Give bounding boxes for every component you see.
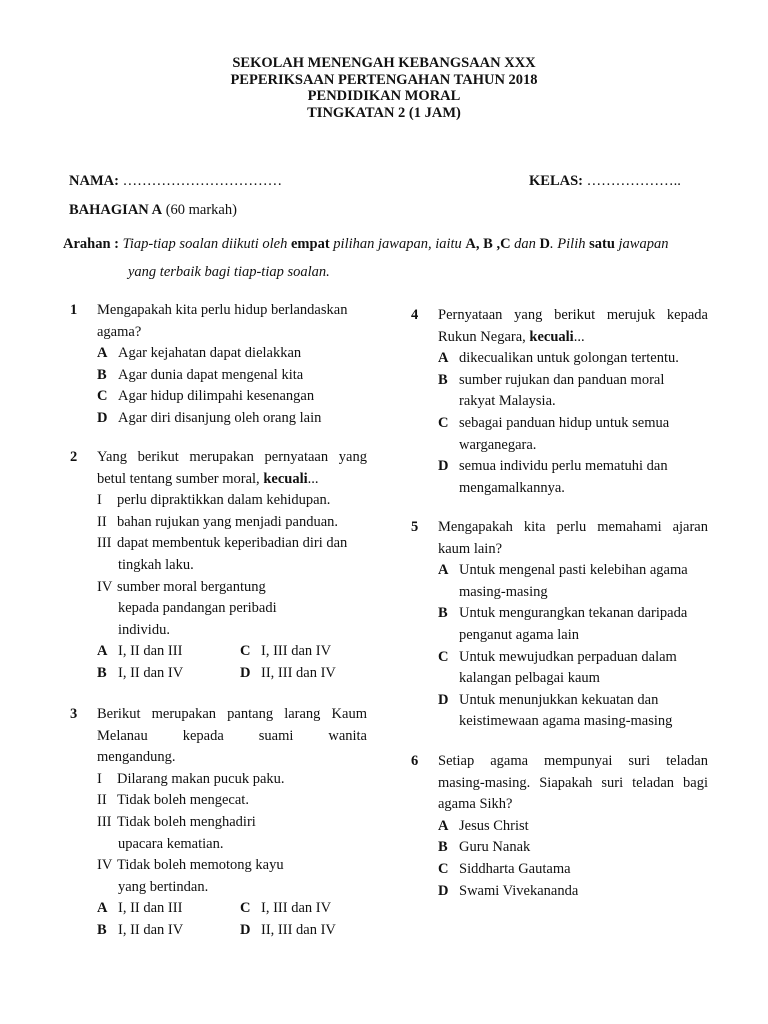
question-number: 5 [411,519,419,535]
statement-iv-cont: kepada pandangan peribadi [118,600,277,617]
school-name: SEKOLAH MENENGAH KEBANGSAAN XXX [232,55,536,71]
nama-blank: …………………………… [122,173,283,189]
subject-name: PENDIDIKAN MORAL [307,88,461,105]
option-c[interactable]: C sebagai panduan hidup untuk semua [438,414,670,431]
option-d[interactable]: D Agar diri disanjung oleh orang lain [97,409,322,426]
option-b[interactable]: B Agar dunia dapat mengenal kita [97,366,304,383]
question-number: 6 [411,753,419,769]
question-number: 3 [70,706,78,722]
question-text: Mengapakah kita perlu memahami ajaran [438,519,708,535]
question-text: kaum lain? [438,540,503,557]
section-title: BAHAGIAN A (60 markah) [69,202,237,218]
option-a[interactable]: A Jesus Christ [438,817,529,834]
option-d[interactable]: D Untuk menunjukkan kekuatan dan [438,691,659,708]
option-d[interactable]: D II, III dan IV [240,664,336,681]
question-text: agama Sikh? [438,796,513,813]
statement-ii: II bahan rujukan yang menjadi panduan. [97,513,339,530]
kelas-label: KELAS: ……………….. [529,173,681,189]
question-text: betul tentang sumber moral, kecuali... [97,470,319,487]
question-text: Setiap agama mempunyai suri teladan [438,753,708,769]
question-text: mengandung. [97,749,176,766]
option-c[interactable]: C Siddharta Gautama [438,860,571,877]
option-a[interactable]: A dikecualikan untuk golongan tertentu. [438,350,679,367]
form-duration: TINGKATAN 2 (1 JAM) [307,104,461,121]
statement-iv-cont: individu. [118,621,170,638]
option-b[interactable]: B sumber rujukan dan panduan moral [438,371,665,388]
instructions: Arahan : Tiap-tiap soalan diikuti oleh empat pilihan jawapan, iaitu A, B ,C dan D. Pilih satu jawapan yang terbaik bagi tiap-tiap soalan. [63,236,669,280]
option-b[interactable]: B I, II dan IV [97,921,184,938]
question-text: Mengapakah kita perlu hidup berlandaskan [97,302,348,318]
statement-iii-cont: upacara kematian. [118,835,224,852]
exam-header [0,55,768,121]
question-text: Pernyataan yang berikut merujuk kepada [438,307,708,323]
question-text: Yang berikut merupakan pernyataan yang [97,449,367,465]
question-number: 2 [70,449,78,465]
question-text: Melanau kepada suami wanita [97,727,367,744]
option-c[interactable]: C Agar hidup dilimpahi kesenangan [97,388,315,405]
option-d[interactable]: D Swami Vivekananda [438,882,579,899]
question-text: agama? [97,323,142,340]
statement-iii-cont: tingkah laku. [118,556,194,573]
option-b[interactable]: B I, II dan IV [97,664,184,681]
option-a[interactable]: A I, II dan III [97,900,183,917]
question-text: Rukun Negara, kecuali... [438,328,585,345]
option-a[interactable]: A Untuk mengenal pasti kelebihan agama [438,562,688,579]
option-a[interactable]: A Agar kejahatan dapat dielakkan [97,345,302,362]
question-text: masing-masing. Siapakah suri teladan bagi [438,774,708,791]
question-text: Berikut merupakan pantang larang Kaum [97,706,367,722]
question-number: 4 [411,307,419,323]
option-a[interactable]: A I, II dan III [97,643,183,660]
option-d[interactable]: D semua individu perlu mematuhi dan [438,458,668,475]
statement-iv-cont: yang bertindan. [118,878,209,895]
option-b[interactable]: B Guru Nanak [438,839,531,856]
exam-name: PEPERIKSAAN PERTENGAHAN TAHUN 2018 [230,71,538,88]
question-number: 1 [70,302,78,318]
statement-i: I Dilarang makan pucuk paku. [97,770,285,787]
statement-iv: IV sumber moral bergantung [97,578,266,595]
nama-label: NAMA: …………………………… [69,173,283,189]
statement-iv: IV Tidak boleh memotong kayu [97,857,284,874]
kelas-blank: ……………….. [586,173,681,189]
option-d[interactable]: D II, III dan IV [240,921,336,938]
statement-iii: III dapat membentuk keperibadian diri dan [97,535,348,552]
option-c[interactable]: C I, III dan IV [240,900,332,917]
statement-i: I perlu dipraktikkan dalam kehidupan. [97,492,331,509]
statement-ii: II Tidak boleh mengecat. [97,792,249,809]
statement-iii: III Tidak boleh menghadiri [97,813,256,830]
option-b[interactable]: B Untuk mengurangkan tekanan daripada [438,605,688,622]
option-c[interactable]: C I, III dan IV [240,643,332,660]
option-c[interactable]: C Untuk mewujudkan perpaduan dalam [438,648,677,665]
